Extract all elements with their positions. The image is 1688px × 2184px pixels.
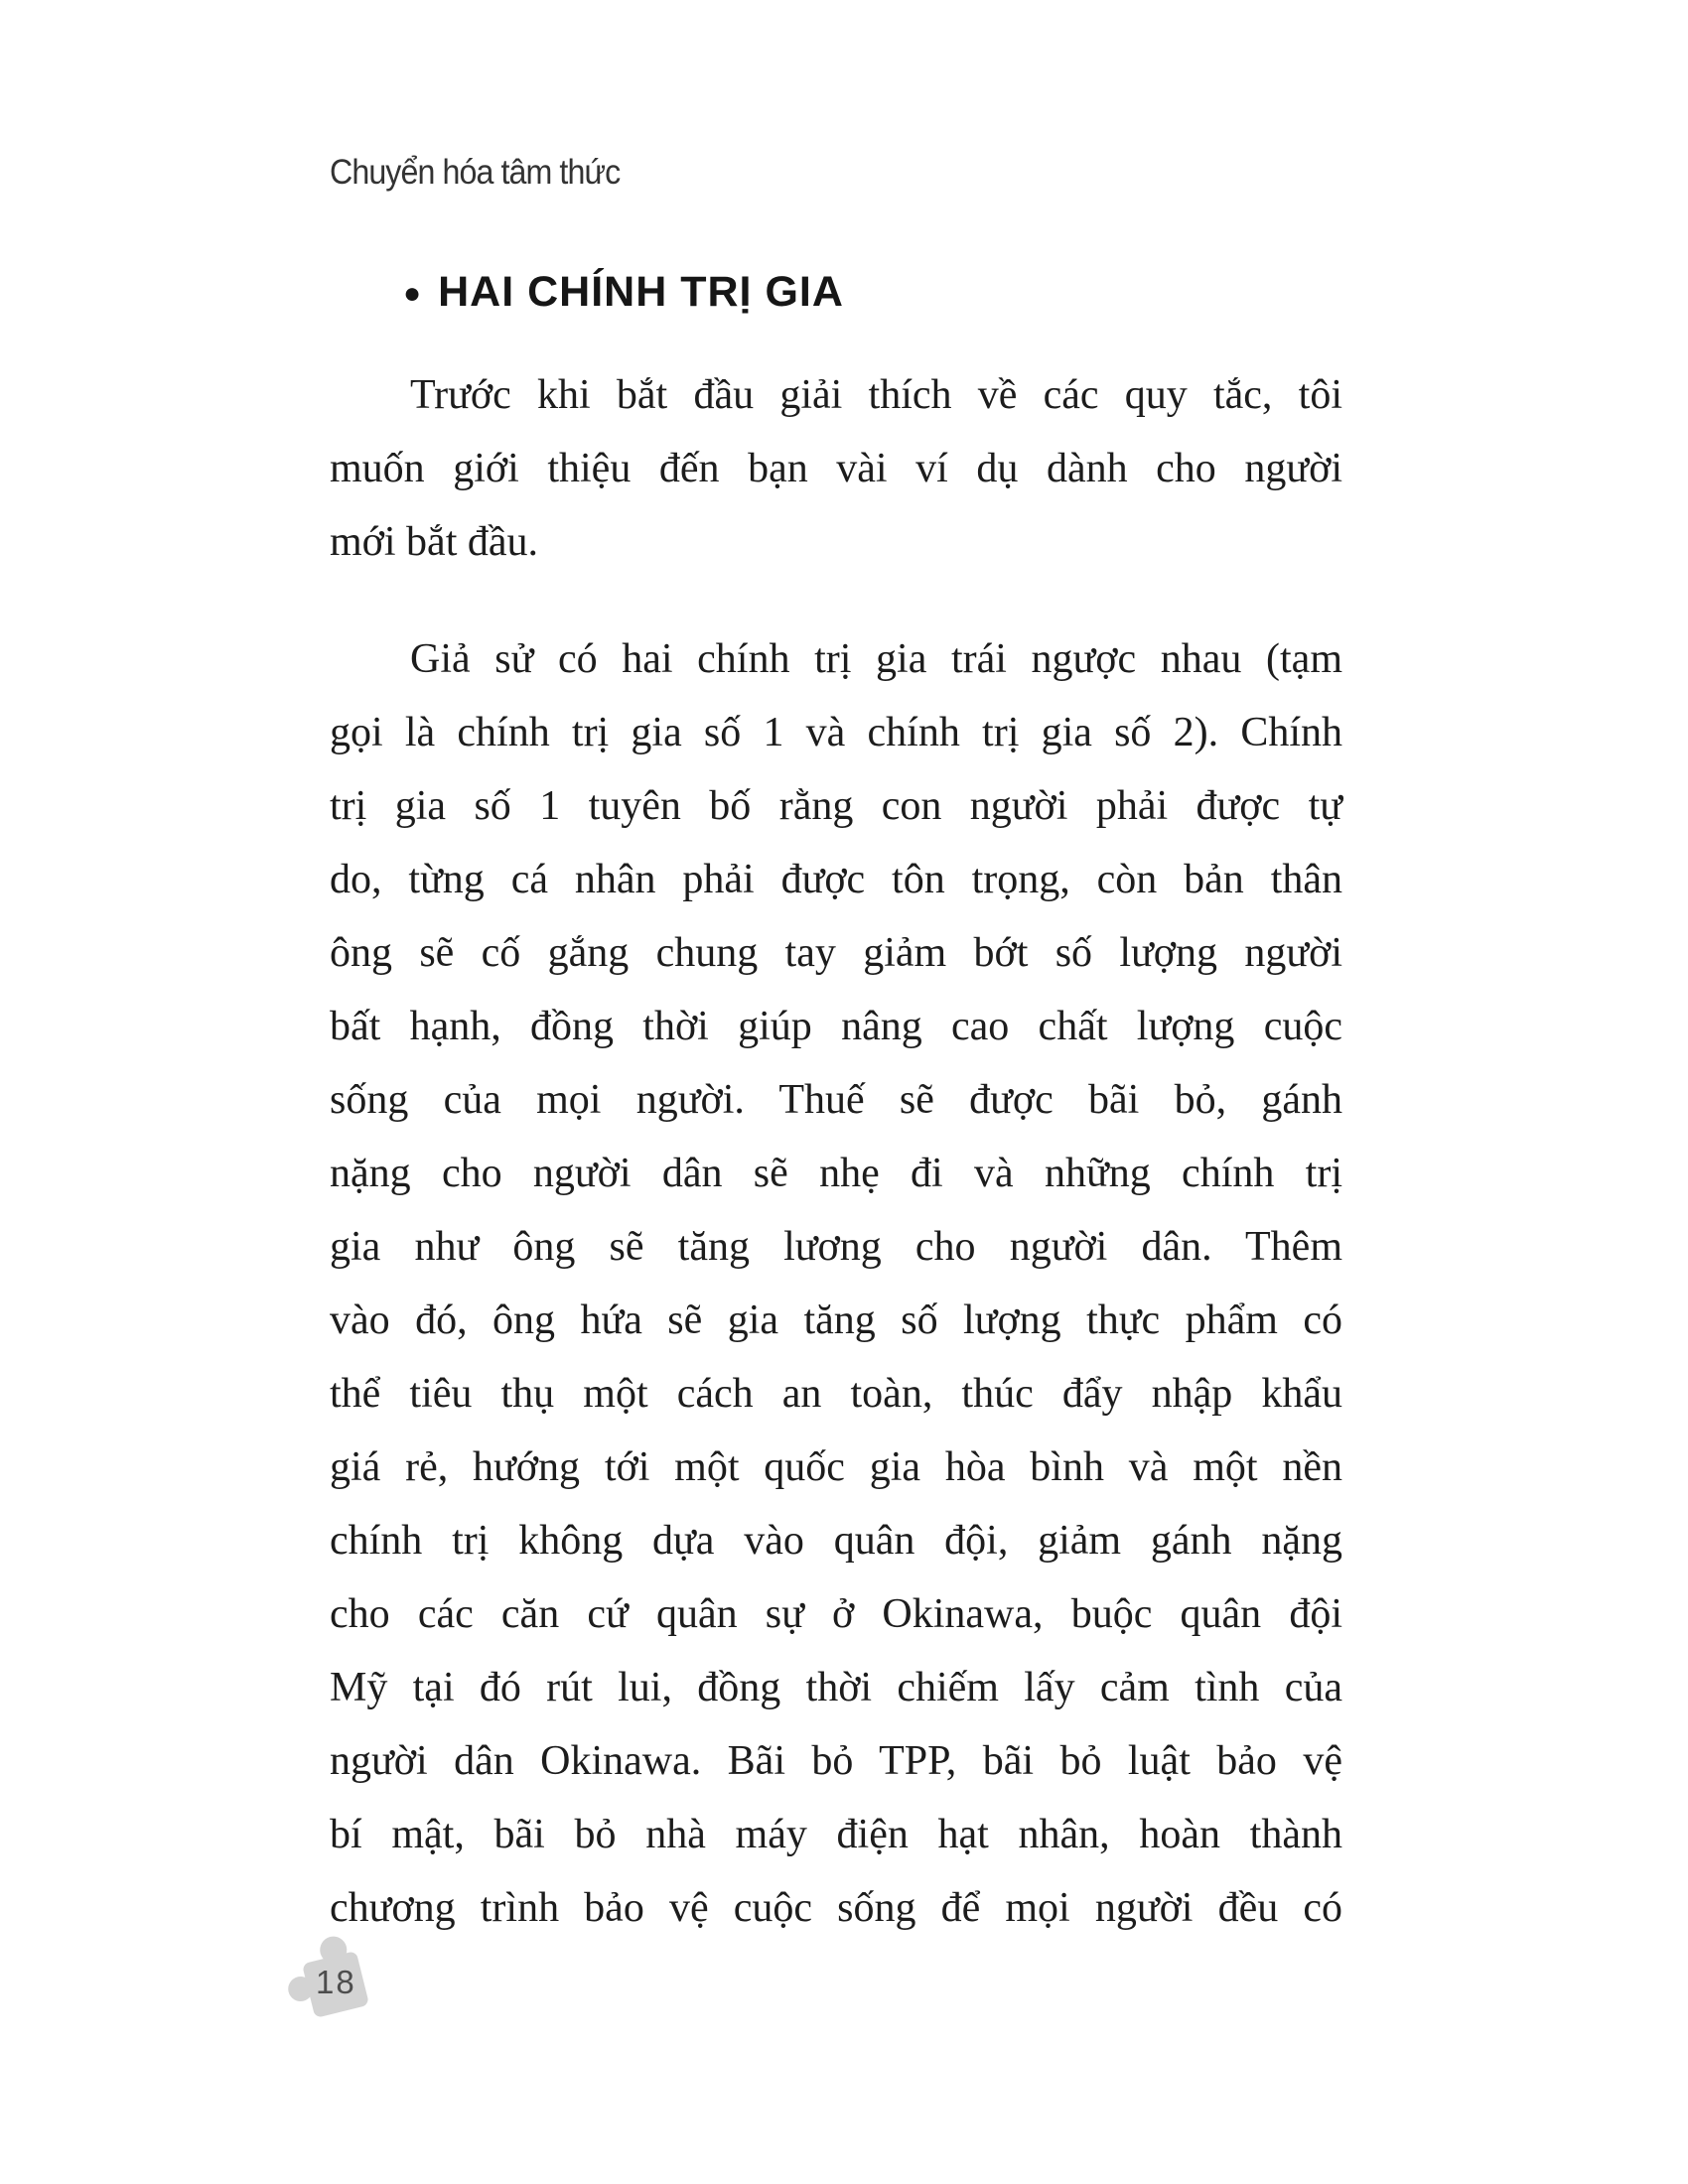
- paragraph-line: thể tiêu thụ một cách an toàn, thúc đẩy nhập khẩu: [330, 1371, 1342, 1417]
- paragraph-line: Giả sử có hai chính trị gia trái ngược nhau (tạm: [410, 636, 1342, 682]
- paragraph: [330, 622, 1342, 1945]
- paragraph-line: chính trị không dựa vào quân đội, giảm gánh nặng: [330, 1518, 1342, 1564]
- paragraph: [330, 358, 1342, 579]
- paragraph-line: bí mật, bãi bỏ nhà máy điện hạt nhân, hoàn thành: [330, 1812, 1342, 1857]
- paragraph-line: gia như ông sẽ tăng lương cho người dân. Thêm: [330, 1224, 1342, 1270]
- paragraph-line: bất hạnh, đồng thời giúp nâng cao chất lượng cuộc: [330, 1004, 1342, 1049]
- paragraph-line: vào đó, ông hứa sẽ gia tăng số lượng thực phẩm có: [330, 1297, 1342, 1343]
- paragraph-line: nặng cho người dân sẽ nhẹ đi và những chính trị: [330, 1151, 1342, 1196]
- paragraph-line: gọi là chính trị gia số 1 và chính trị gia số 2). Chính: [330, 710, 1342, 755]
- paragraph-line: mới bắt đầu.: [330, 519, 538, 565]
- page-number: 18: [316, 1964, 356, 2000]
- paragraph-line: trị gia số 1 tuyên bố rằng con người phải được tự: [330, 783, 1342, 829]
- section-heading: [403, 268, 844, 317]
- paragraph-line: chương trình bảo vệ cuộc sống để mọi người đều có: [330, 1885, 1342, 1931]
- section-heading-label: HAI CHÍNH TRỊ GIA: [438, 268, 844, 316]
- paragraph-line: Mỹ tại đó rút lui, đồng thời chiếm lấy cảm tình của: [330, 1665, 1342, 1710]
- paragraph-line: Trước khi bắt đầu giải thích về các quy tắc, tôi: [410, 372, 1342, 418]
- bullet-icon: ●: [403, 276, 423, 310]
- paragraph-line: muốn giới thiệu đến bạn vài ví dụ dành cho người: [330, 446, 1342, 491]
- paragraph-line: sống của mọi người. Thuế sẽ được bãi bỏ, gánh: [330, 1077, 1342, 1123]
- paragraph-line: do, từng cá nhân phải được tôn trọng, còn bản thân: [330, 857, 1342, 902]
- paragraph-line: ông sẽ cố gắng chung tay giảm bớt số lượng người: [330, 930, 1342, 976]
- running-header: Chuyển hóa tâm thức: [330, 153, 621, 192]
- paragraph-line: giá rẻ, hướng tới một quốc gia hòa bình và một nền: [330, 1444, 1342, 1490]
- body-text: [330, 358, 1342, 1945]
- paragraph-line: người dân Okinawa. Bãi bỏ TPP, bãi bỏ luật bảo vệ: [330, 1738, 1342, 1784]
- paragraph-line: cho các căn cứ quân sự ở Okinawa, buộc quân đội: [330, 1591, 1342, 1637]
- page-marker: [282, 1924, 385, 2027]
